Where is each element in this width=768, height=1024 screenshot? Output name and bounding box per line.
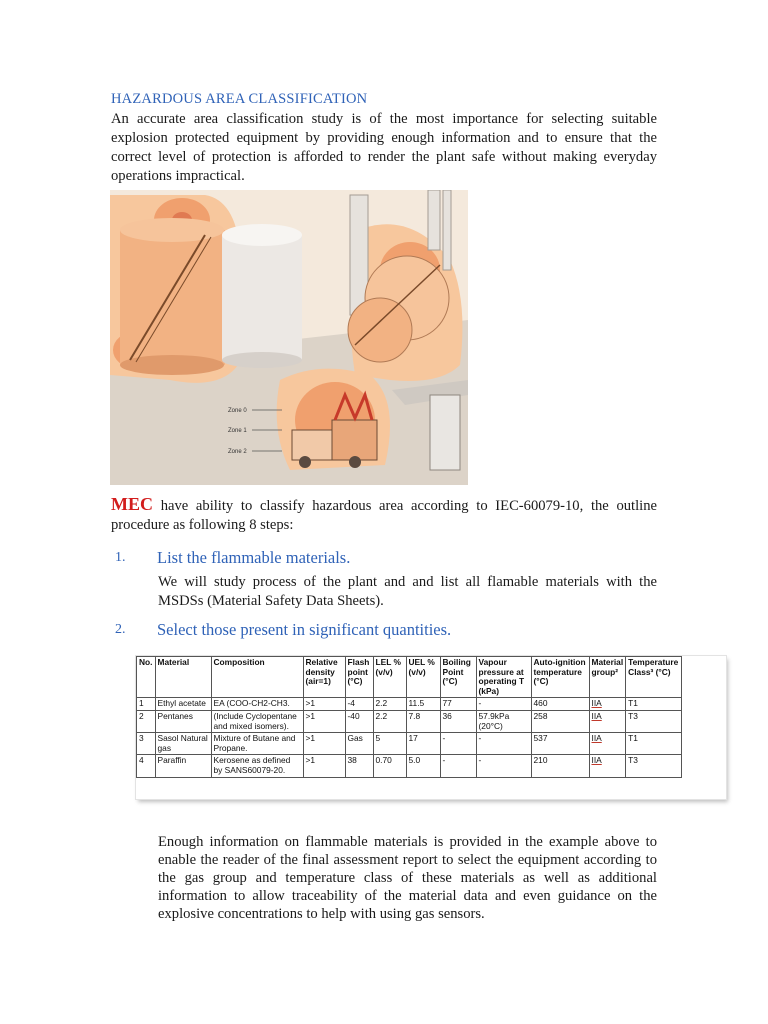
table-cell: >1 bbox=[303, 733, 345, 755]
table-cell: T3 bbox=[626, 710, 682, 732]
table-cell: 17 bbox=[406, 733, 440, 755]
step-1-body: We will study process of the plant and and list all flamable materials with the MSDSs (Material Safety Data Sheets). bbox=[158, 574, 657, 609]
table-cell: Gas bbox=[345, 733, 373, 755]
header-cell: Relative density (air=1) bbox=[303, 657, 345, 698]
table-cell: Ethyl acetate bbox=[155, 698, 211, 711]
header-cell: UEL % (v/v) bbox=[406, 657, 440, 698]
table-cell: 77 bbox=[440, 698, 476, 711]
table-cell: T1 bbox=[626, 698, 682, 711]
step-1-title: List the flammable materials. bbox=[157, 548, 351, 567]
header-cell: Temperature Class³ (°C) bbox=[626, 657, 682, 698]
header-cell: Vapour pressure at operating T (kPa) bbox=[476, 657, 531, 698]
zone-2-label: Zone 2 bbox=[228, 449, 247, 455]
mec-paragraph bbox=[111, 495, 657, 535]
mec-brand: MEC bbox=[111, 494, 153, 514]
plant-zone-drawing bbox=[110, 190, 468, 485]
table-cell: IIA bbox=[589, 733, 626, 755]
table-cell: Mixture of Butane and Propane. bbox=[211, 733, 303, 755]
table-cell: 2.2 bbox=[373, 698, 406, 711]
table-cell: >1 bbox=[303, 698, 345, 711]
mec-text: have ability to classify hazardous area according to IEC-60079-10, the outline procedure as following 8 steps: bbox=[111, 498, 657, 533]
table-cell: 11.5 bbox=[406, 698, 440, 711]
table-cell: 7.8 bbox=[406, 710, 440, 732]
table-cell: Paraffin bbox=[155, 755, 211, 777]
table-cell: T3 bbox=[626, 755, 682, 777]
table-cell: - bbox=[476, 733, 531, 755]
header-cell: Flash point (°C) bbox=[345, 657, 373, 698]
header-cell: Material group² bbox=[589, 657, 626, 698]
table-cell: IIA bbox=[589, 710, 626, 732]
table-cell: 537 bbox=[531, 733, 589, 755]
table-cell: 38 bbox=[345, 755, 373, 777]
table-cell: 5.0 bbox=[406, 755, 440, 777]
step-1-number: 1. bbox=[115, 550, 126, 565]
header-cell: Composition bbox=[211, 657, 303, 698]
table-cell: T1 bbox=[626, 733, 682, 755]
table-cell: >1 bbox=[303, 755, 345, 777]
header-cell: Auto-ignition temperature (°C) bbox=[531, 657, 589, 698]
hazardous-area-illustration bbox=[110, 190, 468, 485]
table-cell: EA (COO-CH2-CH3. bbox=[211, 698, 303, 711]
table-cell: -4 bbox=[345, 698, 373, 711]
table-cell: - bbox=[440, 733, 476, 755]
table-cell: 3 bbox=[137, 733, 156, 755]
materials-table bbox=[136, 656, 682, 778]
table-cell: - bbox=[440, 755, 476, 777]
table-cell: 36 bbox=[440, 710, 476, 732]
table-cell: IIA bbox=[589, 755, 626, 777]
table-cell: 2 bbox=[137, 710, 156, 732]
table-cell: 4 bbox=[137, 755, 156, 777]
header-cell: No. bbox=[137, 657, 156, 698]
table-cell: - bbox=[476, 755, 531, 777]
table-cell: 2.2 bbox=[373, 710, 406, 732]
tanker-truck bbox=[292, 430, 332, 460]
table-cell: 258 bbox=[531, 710, 589, 732]
table-cell: Pentanes bbox=[155, 710, 211, 732]
table-cell: >1 bbox=[303, 710, 345, 732]
materials-table-image bbox=[136, 656, 726, 799]
table-cell: 210 bbox=[531, 755, 589, 777]
step-2-title: Select those present in significant quantities. bbox=[157, 620, 452, 639]
table-cell: 0.70 bbox=[373, 755, 406, 777]
table-row bbox=[137, 698, 682, 711]
table-cell: - bbox=[476, 698, 531, 711]
table-cell: 1 bbox=[137, 698, 156, 711]
table-cell: Kerosene as defined by SANS60079-20. bbox=[211, 755, 303, 777]
section-heading: HAZARDOUS AREA CLASSIFICATION bbox=[111, 91, 368, 107]
zone-1-label: Zone 1 bbox=[228, 428, 247, 434]
step-2-number: 2. bbox=[115, 622, 126, 637]
closing-paragraph: Enough information on flammable materials is provided in the example above to enable the reader of the final assessment report to select the equipment according to the gas group and temperature class of these materials as well as additional information to allow traceability of the material data and even guidance on the explosive concentrations to help with using gas sensors. bbox=[158, 834, 657, 922]
header-cell: Boiling Point (°C) bbox=[440, 657, 476, 698]
intro-paragraph: An accurate area classification study is of the most importance for selecting suitable explosion protected equipment by providing enough information and to ensure that the correct level of protection is afforded to render the plant safe without making everyday operations impractical. bbox=[111, 111, 657, 184]
table-cell: -40 bbox=[345, 710, 373, 732]
table-cell: 5 bbox=[373, 733, 406, 755]
table-cell: (Include Cyclopentane and mixed isomers). bbox=[211, 710, 303, 732]
table-cell: 57.9kPa (20°C) bbox=[476, 710, 531, 732]
table-cell: 460 bbox=[531, 698, 589, 711]
storage-tank bbox=[222, 235, 302, 360]
table-row bbox=[137, 733, 682, 755]
table-row bbox=[137, 710, 682, 732]
header-cell: Material bbox=[155, 657, 211, 698]
header-cell: LEL % (v/v) bbox=[373, 657, 406, 698]
zone-0-label: Zone 0 bbox=[228, 408, 247, 414]
table-row bbox=[137, 755, 682, 777]
table-cell: Sasol Natural gas bbox=[155, 733, 211, 755]
table-header-row bbox=[137, 657, 682, 698]
table-cell: IIA bbox=[589, 698, 626, 711]
